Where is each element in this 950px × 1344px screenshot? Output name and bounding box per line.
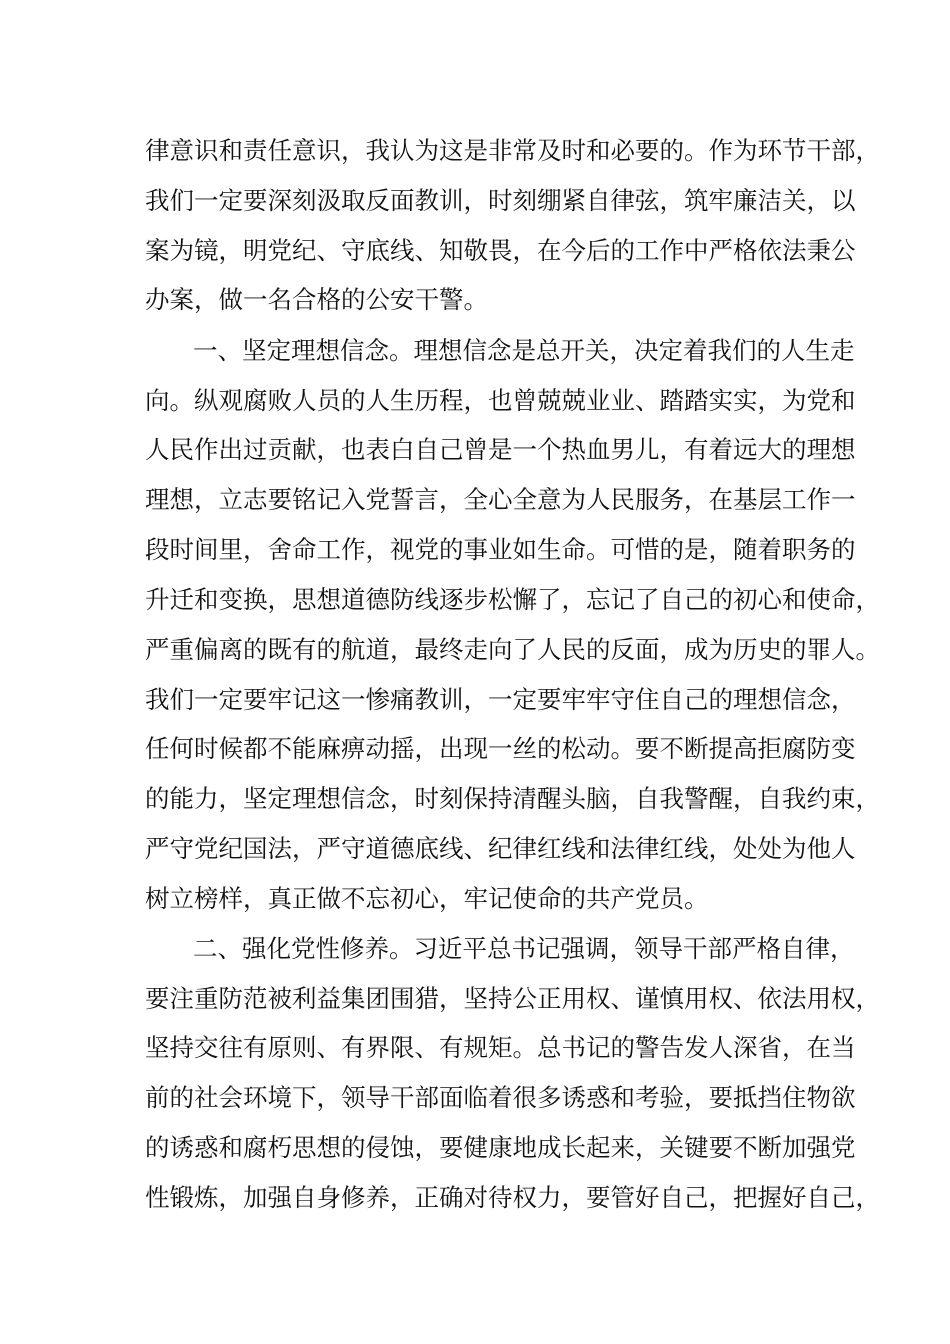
text-line: 严重偏离的既有的航道，最终走向了人民的反面，成为历史的罪人。: [145, 635, 880, 664]
text-line: 段时间里，舍命工作，视党的事业如生命。可惜的是，随着职务的: [145, 535, 856, 564]
text-line: 任何时候都不能麻痹动摇，出现一丝的松动。要不断提高拒腐防变: [145, 734, 856, 763]
text-line: 的诱惑和腐朽思想的侵蚀，要健康地成长起来，关键要不断加强党: [145, 1133, 856, 1162]
text-line: 理想，立志要铭记入党誓言，全心全意为人民服务，在基层工作一: [145, 485, 856, 514]
text-line: 严守党纪国法，严守道德底线、纪律红线和法律红线，处处为他人: [145, 834, 856, 863]
text-line: 办案，做一名合格的公安干警。: [145, 285, 488, 314]
paragraph-heading-line: 二、强化党性修养。习近平总书记强调，领导干部严格自律，: [193, 934, 855, 963]
text-line: 的能力，坚定理想信念，时刻保持清醒头脑，自我警醒，自我约束，: [145, 784, 880, 813]
text-line: 树立榜样，真正做不忘初心，牢记使命的共产党员。: [145, 884, 709, 913]
text-line: 前的社会环境下，领导干部面临着很多诱惑和考验，要抵挡住物欲: [145, 1083, 856, 1112]
text-line: 性锻炼，加强自身修养，正确对待权力，要管好自己，把握好自己，: [145, 1183, 880, 1212]
text-line: 升迁和变换，思想道德防线逐步松懈了，忘记了自己的初心和使命，: [145, 585, 880, 614]
text-line: 律意识和责任意识，我认为这是非常及时和必要的。作为环节干部，: [145, 136, 880, 165]
text-line: 向。纵观腐败人员的人生历程，也曾兢兢业业、踏踏实实，为党和: [145, 386, 856, 415]
text-line: 我们一定要牢记这一惨痛教训，一定要牢牢守住自己的理想信念，: [145, 685, 856, 714]
text-line: 我们一定要深刻汲取反面教训，时刻绷紧自律弦，筑牢廉洁关，以: [145, 186, 856, 215]
text-line: 要注重防范被利益集团围猎，坚持公正用权、谨慎用权、依法用权，: [145, 984, 880, 1013]
paragraph-heading-line: 一、坚定理想信念。理想信念是总开关，决定着我们的人生走: [193, 336, 855, 365]
text-line: 坚持交往有原则、有界限、有规矩。总书记的警告发人深省，在当: [145, 1033, 856, 1062]
text-line: 案为镜，明党纪、守底线、知敬畏，在今后的工作中严格依法秉公: [145, 236, 856, 265]
text-line: 人民作出过贡献，也表白自己曾是一个热血男儿，有着远大的理想: [145, 435, 856, 464]
